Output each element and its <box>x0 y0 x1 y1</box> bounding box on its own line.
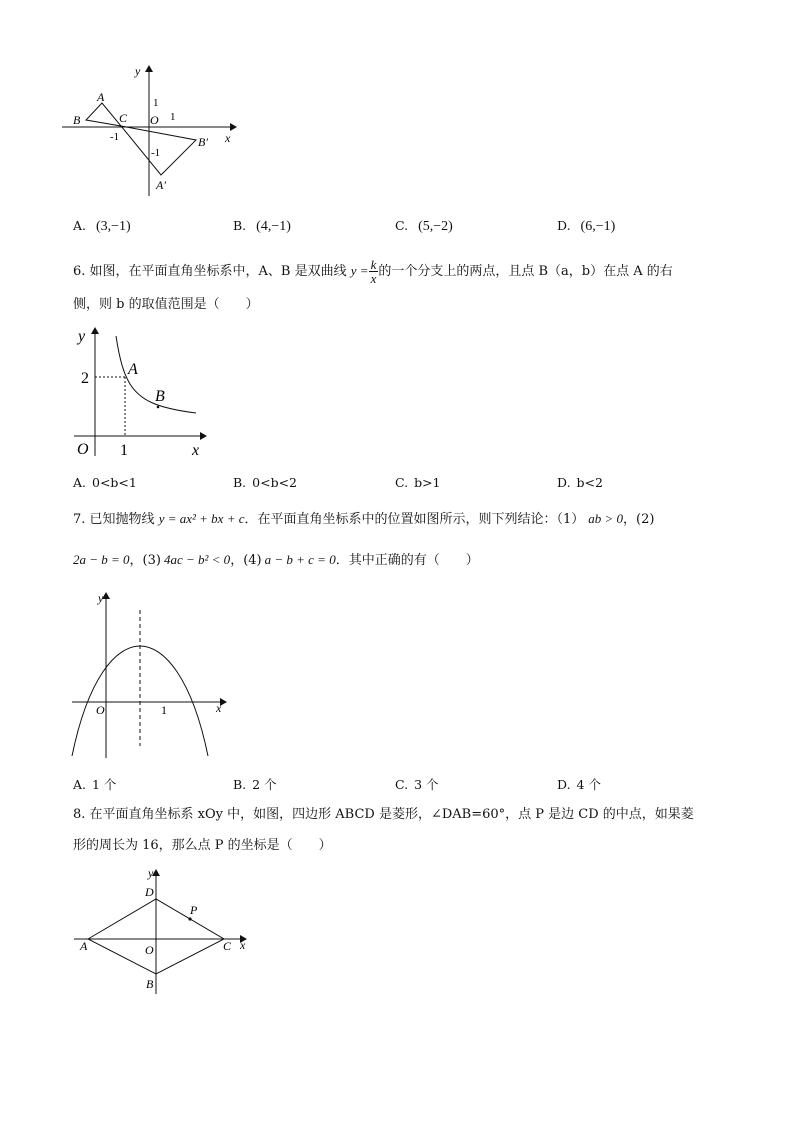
q8-label-y: y <box>148 866 154 880</box>
q6-stem-part2: 的一个分支上的两点，且点 B（a，b）在点 A 的右 <box>378 264 673 279</box>
q5-option-c-letter: C. <box>395 218 409 233</box>
q7-label-one: 1 <box>161 703 167 717</box>
q6-label-b: B <box>155 388 165 405</box>
q5-label-neg-one-x: -1 <box>110 131 120 143</box>
q6-eq-lhs: y = <box>350 263 369 278</box>
q6-option-a[interactable] <box>73 475 137 490</box>
q7-equation: y = ax² + bx + c <box>158 511 245 526</box>
q7-stem-part6: ．其中正确的有（ ） <box>335 553 479 568</box>
q6-option-a-value: 0<b<1 <box>92 475 137 490</box>
q7-stem-part5: ，(4) <box>230 553 262 568</box>
q8-label-c: C <box>223 939 232 953</box>
q7-label-x: x <box>216 701 222 715</box>
q6-option-b[interactable] <box>233 475 297 490</box>
q6-option-b-value: 0<b<2 <box>252 475 298 490</box>
q7-option-a[interactable] <box>73 775 116 793</box>
q6-option-d[interactable] <box>557 475 603 490</box>
q5-label-one-y: 1 <box>153 97 159 109</box>
q6-label-one: 1 <box>120 442 128 459</box>
q7-label-origin: O <box>96 703 105 717</box>
q6-label-two: 2 <box>81 370 89 387</box>
q5-option-d[interactable] <box>557 218 615 235</box>
q7-option-b-letter: B. <box>233 777 247 792</box>
q5-label-a: A <box>97 90 105 104</box>
q6-option-c[interactable] <box>395 475 441 490</box>
q7-option-c-value: 3 个 <box>414 777 439 792</box>
q7-option-a-value: 1 个 <box>92 777 117 792</box>
q8-figure <box>68 866 258 996</box>
q8-label-p: P <box>190 903 198 917</box>
q5-option-c[interactable] <box>395 218 453 235</box>
q6-stem-line2: 侧，则 b 的取值范围是（ ） <box>73 297 259 312</box>
q7-label-y: y <box>98 591 104 605</box>
q6-stem-part1: 6. 如图，在平面直角坐标系中，A、B 是双曲线 <box>73 264 347 279</box>
q6-option-d-letter: D. <box>557 475 571 490</box>
q6-label-x: x <box>192 442 200 459</box>
q6-option-b-letter: B. <box>233 475 247 490</box>
q7-stem-part1: 7. 已知抛物线 <box>73 512 155 527</box>
q7-option-d-letter: D. <box>557 777 571 792</box>
q8-label-b: B <box>146 977 154 991</box>
q7-conclusion-1: ab > 0 <box>588 511 624 526</box>
q7-option-d[interactable] <box>557 775 601 793</box>
q7-stem-line2 <box>73 551 479 570</box>
q7-stem-part2: ．在平面直角坐标系中的位置如图所示，则下列结论：（1） <box>244 512 585 527</box>
q7-stem-part4: ，(3) <box>129 553 161 568</box>
q5-option-a-value: (3,−1) <box>96 219 131 234</box>
q7-stem-line1 <box>73 510 654 529</box>
q7-stem-part3: ，(2) <box>623 512 655 527</box>
q5-label-b: B <box>73 113 81 127</box>
q6-option-a-letter: A. <box>73 475 87 490</box>
q7-option-d-value: 4 个 <box>576 777 601 792</box>
q7-option-a-letter: A. <box>73 777 87 792</box>
q8-point-p <box>188 917 191 920</box>
q5-label-y: y <box>135 64 141 78</box>
q5-label-neg-one-y: -1 <box>151 147 161 159</box>
q6-label-origin: O <box>77 441 89 458</box>
q5-option-a-letter: A. <box>73 218 87 233</box>
q5-label-origin: O <box>150 113 159 127</box>
q8-stem-line1: 8. 在平面直角坐标系 xOy 中，如图，四边形 ABCD 是菱形，∠DAB=60°，点 P 是边 CD 的中点，如果菱 <box>73 807 694 822</box>
q6-figure <box>68 322 218 462</box>
q6-label-a: A <box>128 361 138 378</box>
q7-option-c-letter: C. <box>395 777 409 792</box>
q7-figure <box>68 588 238 763</box>
q7-option-c[interactable] <box>395 775 439 793</box>
q6-label-y: y <box>78 328 86 345</box>
q8-label-d: D <box>145 885 154 899</box>
q5-figure <box>60 60 260 200</box>
q6-frac-num: k <box>370 257 377 272</box>
q5-label-a-prime: A′ <box>156 178 166 192</box>
q5-option-b[interactable] <box>233 218 291 235</box>
q5-label-c: C <box>119 111 128 125</box>
q5-option-b-value: (4,−1) <box>256 219 291 234</box>
q5-option-b-letter: B. <box>233 218 247 233</box>
q6-frac-den: x <box>370 271 377 286</box>
q6-stem-line1 <box>73 258 673 285</box>
q8-stem-line2: 形的周长为 16，那么点 P 的坐标是（ ） <box>73 838 332 853</box>
q5-label-b-prime: B′ <box>198 135 208 149</box>
q6-option-c-letter: C. <box>395 475 409 490</box>
q7-conclusion-2: 2a − b = 0 <box>73 552 130 567</box>
q5-option-c-value: (5,−2) <box>418 219 453 234</box>
q7-option-b-value: 2 个 <box>252 777 277 792</box>
q7-conclusion-3: 4ac − b² < 0 <box>163 552 231 567</box>
q8-label-origin: O <box>145 943 154 957</box>
q6-option-d-value: b<2 <box>576 475 603 490</box>
q6-fraction <box>369 258 379 285</box>
q5-triangle-abc <box>86 103 121 126</box>
q6-option-c-value: b>1 <box>414 475 441 490</box>
q5-label-x: x <box>225 131 231 145</box>
q7-option-b[interactable] <box>233 775 277 793</box>
q5-label-one-x: 1 <box>170 111 176 123</box>
q5-option-d-value: (6,−1) <box>580 219 616 234</box>
q5-option-d-letter: D. <box>557 218 571 233</box>
q6-point-b <box>157 406 160 409</box>
q7-conclusion-4: a − b + c = 0 <box>264 552 336 567</box>
q8-label-a: A <box>80 939 88 953</box>
q5-option-a[interactable] <box>73 218 131 235</box>
q8-label-x: x <box>240 938 246 952</box>
